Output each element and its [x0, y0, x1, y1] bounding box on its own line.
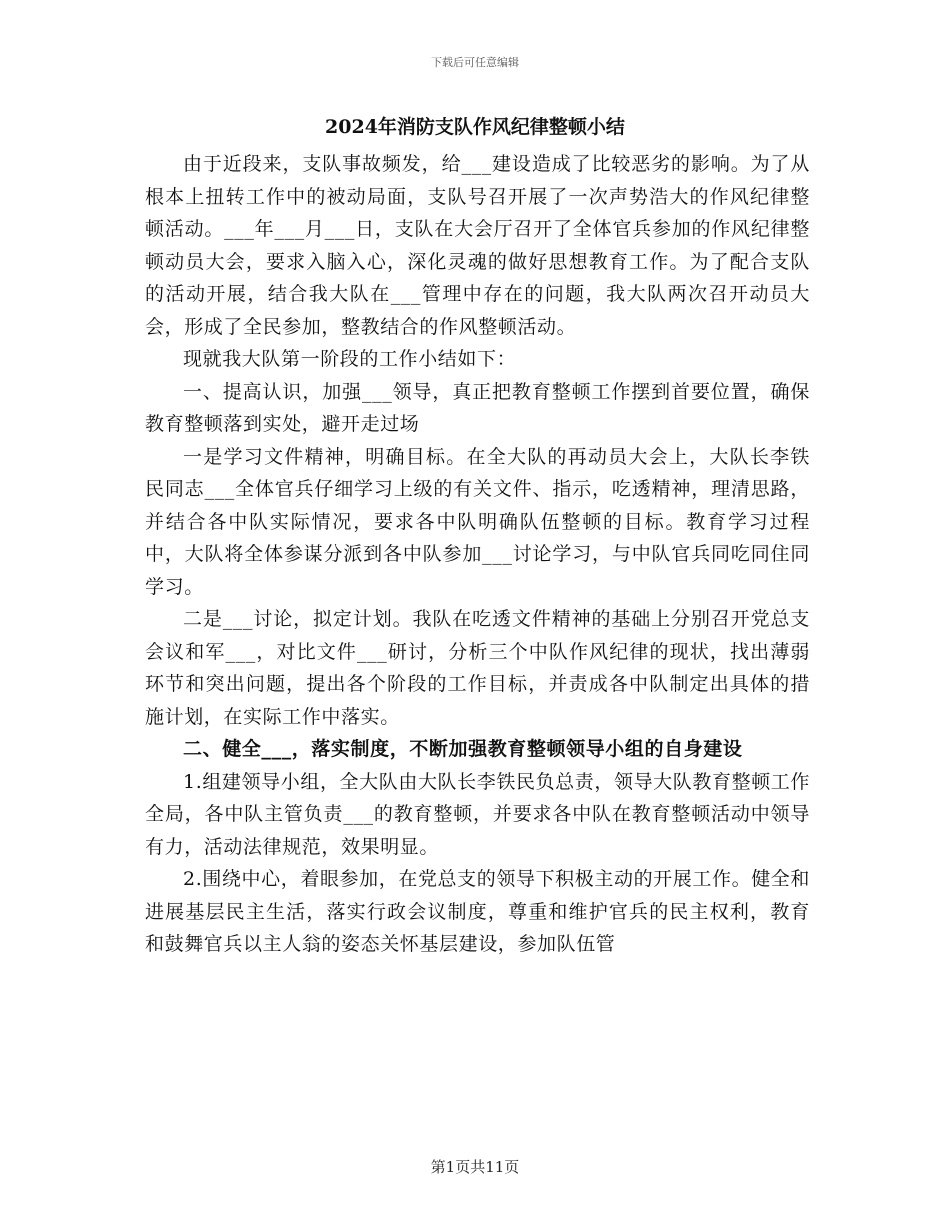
paragraph-3: 一、提高认识，加强___领导，真正把教育整顿工作摆到首要位置，确保教育整顿落到实处，避开走过场 [145, 380, 810, 435]
page-number: 第1页共11页 [430, 1158, 520, 1176]
paragraph-4: 一是学习文件精神，明确目标。在全大队的再动员大会上，大队长李铁民同志___全体官兵仔细学习上级的有关文件、指示，吃透精神，理清思路，并结合各中队实际情况，要求各中队明确队伍整顿的目标。教育学习过程中，大队将全体参谋分派到各中队参加___讨论学习，与中队官兵同吃同住同学习。 [145, 445, 810, 598]
paragraph-5: 二是___讨论，拟定计划。我队在吃透文件精神的基础上分别召开党总支会议和军___，对比文件___研讨，分析三个中队作风纪律的现状，找出薄弱环节和突出问题，提出各个阶段的工作目标，并责成各中队制定出具体的措施计划，在实际工作中落实。 [145, 608, 810, 728]
paragraph-2: 现就我大队第一阶段的工作小结如下： [183, 348, 517, 370]
paragraph-8: 2.围绕中心，着眼参加，在党总支的领导下积极主动的开展工作。健全和进展基层民主生活，落实行政会议制度，尊重和维护官兵的民主权利，教育和鼓舞官兵以主人翁的姿态关怀基层建设，参加队伍管 [145, 868, 810, 955]
paragraph-7: 1.组建领导小组，全大队由大队长李铁民负总责，领导大队教育整顿工作全局，各中队主管负责___的教育整顿，并要求各中队在教育整顿活动中领导有力，活动法律规范，效果明显。 [145, 770, 810, 858]
section-heading-2: 二、健全___，落实制度，不断加强教育整顿领导小组的自身建设 [183, 738, 743, 760]
document-body [145, 148, 810, 961]
document-title: 2024年消防支队作风纪律整顿小结 [325, 116, 625, 138]
paragraph-1: 由于近段来，支队事故频发，给___建设造成了比较恶劣的影响。为了从根本上扭转工作中的被动局面，支队号召开展了一次声势浩大的作风纪律整顿活动。___年___月___日，支队在大会厅召开了全体官兵参加的作风纪律整顿动员大会，要求入脑入心，深化灵魂的做好思想教育工作。为了配合支队的活动开展，结合我大队在___管理中存在的问题，我大队两次召开动员大会，形成了全民参加，整教结合的作风整顿活动。 [145, 153, 810, 338]
page-header-note: 下载后可任意编辑 [431, 56, 519, 69]
